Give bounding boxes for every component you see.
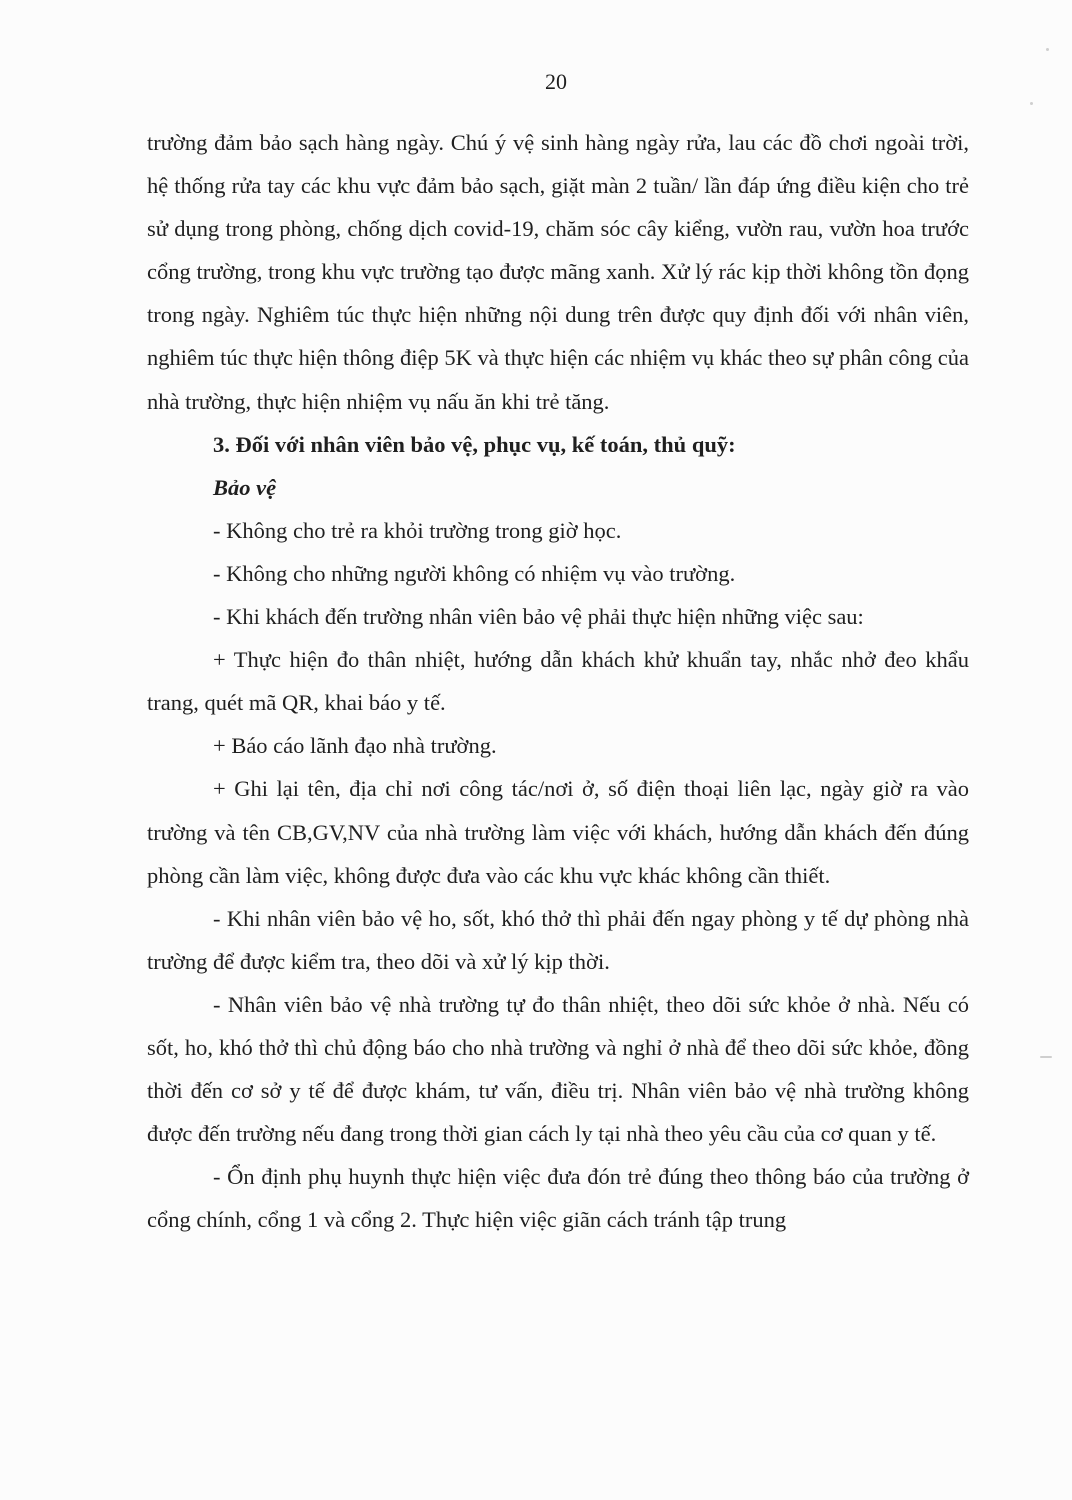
scan-speck xyxy=(1046,48,1049,51)
scan-speck xyxy=(1040,1056,1052,1058)
section-heading: 3. Đối với nhân viên bảo vệ, phục vụ, kế toán, thủ quỹ: xyxy=(213,431,736,457)
paragraph-continuation: trường đảm bảo sạch hàng ngày. Chú ý vệ sinh hàng ngày rửa, lau các đồ chơi ngoài trời, hệ thống rửa tay các khu vực đảm bảo sạch, giặt màn 2 tuần/ lần đáp ứng điều kiện cho trẻ sử dụng trong phòng, chống dịch covid-19, chăm sóc cây kiểng, vườn rau, vườn hoa trước cổng trường, trong khu vực trường tạo được mãng xanh. Xử lý rác kịp thời không tồn đọng trong ngày. Nghiêm túc thực hiện những nội dung trên được quy định đối với nhân viên, nghiêm túc thực hiện thông điệp 5K và thực hiện các nhiệm vụ khác theo sự phân công của nhà trường, thực hiện nhiệm vụ nấu ăn khi trẻ tăng. xyxy=(147,130,969,414)
sub-list-item: + Báo cáo lãnh đạo nhà trường. xyxy=(213,733,497,759)
page-number: 20 xyxy=(545,69,567,94)
scan-speck xyxy=(1030,102,1033,105)
list-item: - Khi khách đến trường nhân viên bảo vệ phải thực hiện những việc sau: xyxy=(213,604,864,630)
list-item: - Nhân viên bảo vệ nhà trường tự đo thân nhiệt, theo dõi sức khỏe ở nhà. Nếu có sốt, ho, khó thở thì chủ động báo cho nhà trường và nghỉ ở nhà để theo dõi sức khỏe, đồng thời đến cơ sở y tế để được khám, tư vấn, điều trị. Nhân viên bảo vệ nhà trường không được đến trường nếu đang trong thời gian cách ly tại nhà theo yêu cầu của cơ quan y tế. xyxy=(147,991,969,1147)
list-item: - Ổn định phụ huynh thực hiện việc đưa đón trẻ đúng theo thông báo của trường ở cổng chính, cổng 1 và cổng 2. Thực hiện việc giãn cách tránh tập trung xyxy=(147,1164,969,1233)
sub-list-item: + Thực hiện đo thân nhiệt, hướng dẫn khách khử khuẩn tay, nhắc nhở đeo khẩu trang, quét mã QR, khai báo y tế. xyxy=(147,647,969,716)
list-item: - Không cho trẻ ra khỏi trường trong giờ học. xyxy=(213,517,622,543)
sub-list-item: + Ghi lại tên, địa chỉ nơi công tác/nơi ở, số điện thoại liên lạc, ngày giờ ra vào trường và tên CB,GV,NV của nhà trường làm việc với khách, hướng dẫn khách đến đúng phòng cần làm việc, không được đưa vào các khu vực khác không cần thiết. xyxy=(147,776,969,888)
list-item: - Khi nhân viên bảo vệ ho, sốt, khó thở thì phải đến ngay phòng y tế dự phòng nhà trường để được kiểm tra, theo dõi và xử lý kịp thời. xyxy=(147,905,969,974)
list-item: - Không cho những người không có nhiệm vụ vào trường. xyxy=(213,560,736,586)
subsection-heading: Bảo vệ xyxy=(213,474,277,500)
document-body xyxy=(147,121,969,1241)
